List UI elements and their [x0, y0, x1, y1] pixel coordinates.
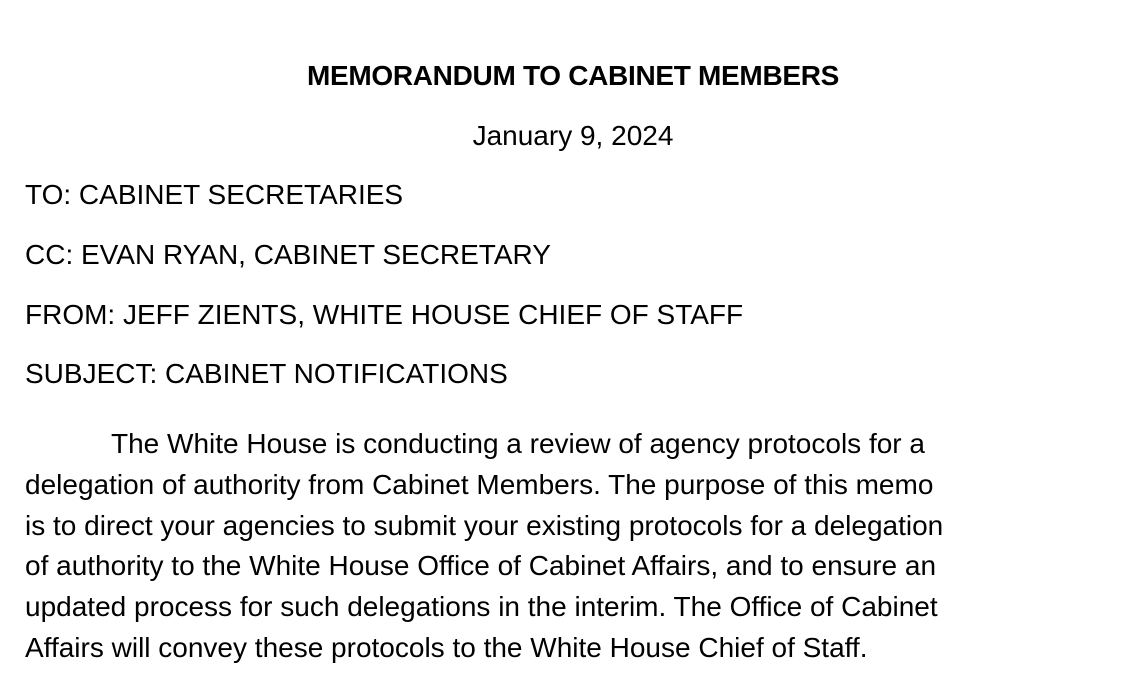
to-line: TO: CABINET SECRETARIES	[25, 179, 404, 210]
body-line: Affairs will convey these protocols to the White House Chief of Staff.	[25, 631, 868, 663]
body-line: The White House is conducting a review of agency protocols for a	[111, 428, 925, 459]
body-line: updated process for such delegations in the interim. The Office of Cabinet	[25, 591, 938, 623]
body-line: of authority to the White House Office of Cabinet Affairs, and to ensure an	[25, 550, 937, 582]
body-line: is to direct your agencies to submit your existing protocols for a delegation	[25, 509, 944, 541]
from-line: FROM: JEFF ZIENTS, WHITE HOUSE CHIEF OF STAFF	[25, 299, 744, 330]
cc-line: CC: EVAN RYAN, CABINET SECRETARY	[25, 239, 551, 270]
body-line: delegation of authority from Cabinet Members. The purpose of this memo	[25, 468, 934, 500]
memo-title: MEMORANDUM TO CABINET MEMBERS	[306, 60, 840, 91]
memo-body	[25, 424, 1105, 669]
memo-date: January 9, 2024	[472, 120, 674, 151]
subject-line: SUBJECT: CABINET NOTIFICATIONS	[25, 358, 508, 389]
